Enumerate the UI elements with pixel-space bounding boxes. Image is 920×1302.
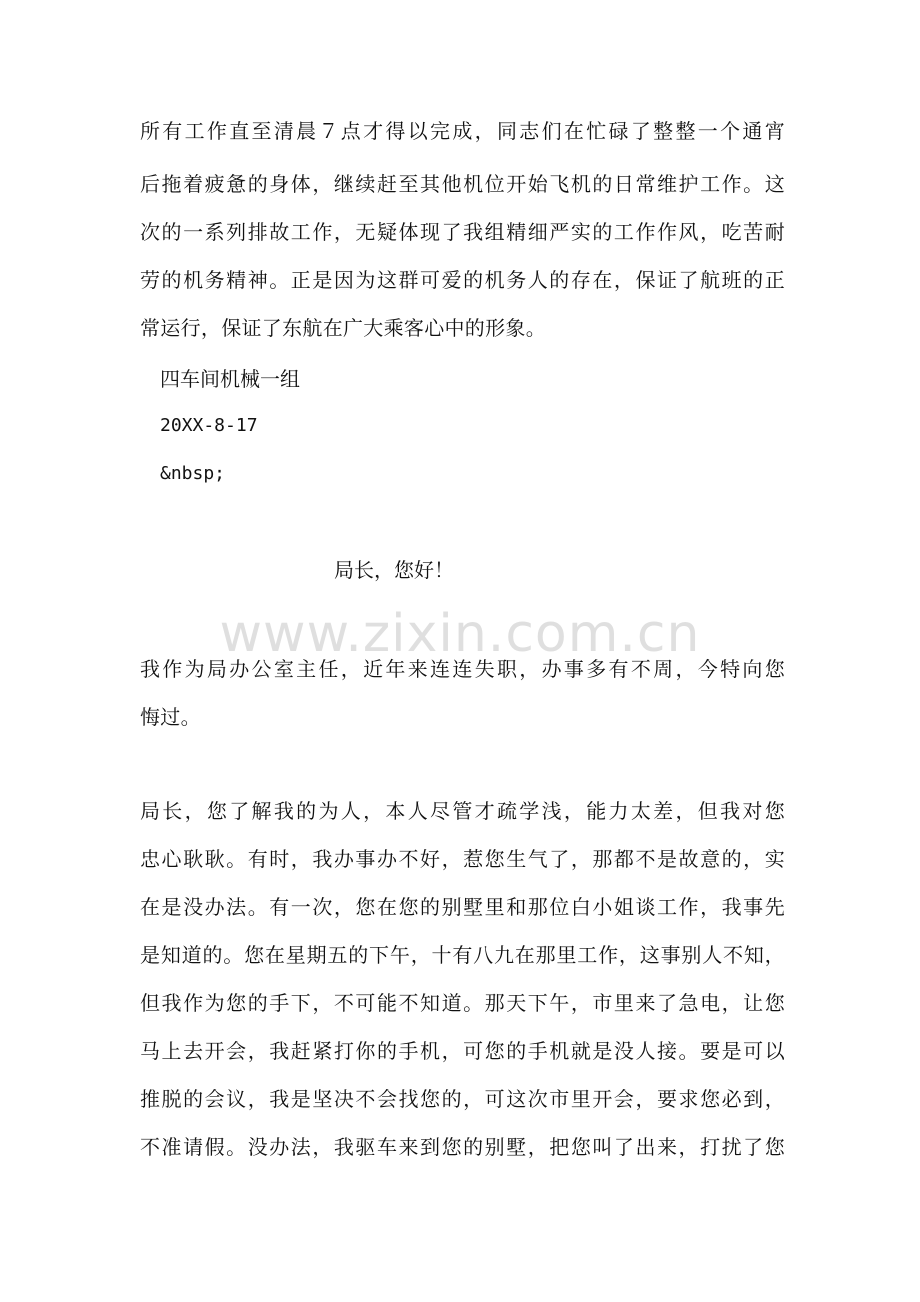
paragraph-3-line-7: 推脱的会议，我是坚决不会找您的，可这次市里开会，要求您必到， xyxy=(140,1087,785,1111)
paragraph-3-line-5: 但我作为您的手下，不可能不知道。那天下午，市里来了急电，让您 xyxy=(140,991,785,1015)
paragraph-3-line-8: 不准请假。没办法，我驱车来到您的别墅，把您叫了出来，打扰了您 xyxy=(140,1135,785,1159)
paragraph-2-line-2: 悔过。 xyxy=(140,705,201,729)
paragraph-1-line-4: 劳的机务精神。正是因为这群可爱的机务人的存在，保证了航班的正 xyxy=(140,268,785,292)
paragraph-1-line-1: 所有工作直至清晨７点才得以完成，同志们在忙碌了整整一个通宵 xyxy=(140,119,785,143)
watermark: www.zixin.com.cn xyxy=(219,604,701,664)
salutation: 局长，您好！ xyxy=(334,558,454,582)
paragraph-3-line-3: 在是没办法。有一次，您在您的别墅里和那位白小姐谈工作，我事先 xyxy=(140,895,785,919)
paragraph-1-line-3: 次的一系列排故工作，无疑体现了我组精细严实的工作作风，吃苦耐 xyxy=(140,220,785,244)
paragraph-1-line-2: 后拖着疲惫的身体，继续赶至其他机位开始飞机的日常维护工作。这 xyxy=(140,172,785,196)
paragraph-1-line-5: 常运行，保证了东航在广大乘客心中的形象。 xyxy=(140,316,546,340)
nbsp-literal: &nbsp; xyxy=(160,463,226,484)
signature-unit: 四车间机械一组 xyxy=(160,367,300,391)
paragraph-3-line-6: 马上去开会，我赶紧打你的手机，可您的手机就是没人接。要是可以 xyxy=(140,1039,785,1063)
paragraph-2-line-1: 我作为局办公室主任，近年来连连失职，办事多有不周，今特向您 xyxy=(140,657,785,681)
signature-date: 20XX-8-17 xyxy=(160,415,258,436)
paragraph-3-line-4: 是知道的。您在星期五的下午，十有八九在那里工作，这事别人不知， xyxy=(140,943,785,967)
paragraph-3-line-2: 忠心耿耿。有时，我办事办不好，惹您生气了，那都不是故意的，实 xyxy=(140,847,785,871)
paragraph-3-line-1: 局长，您了解我的为人，本人尽管才疏学浅，能力太差，但我对您 xyxy=(140,799,785,823)
